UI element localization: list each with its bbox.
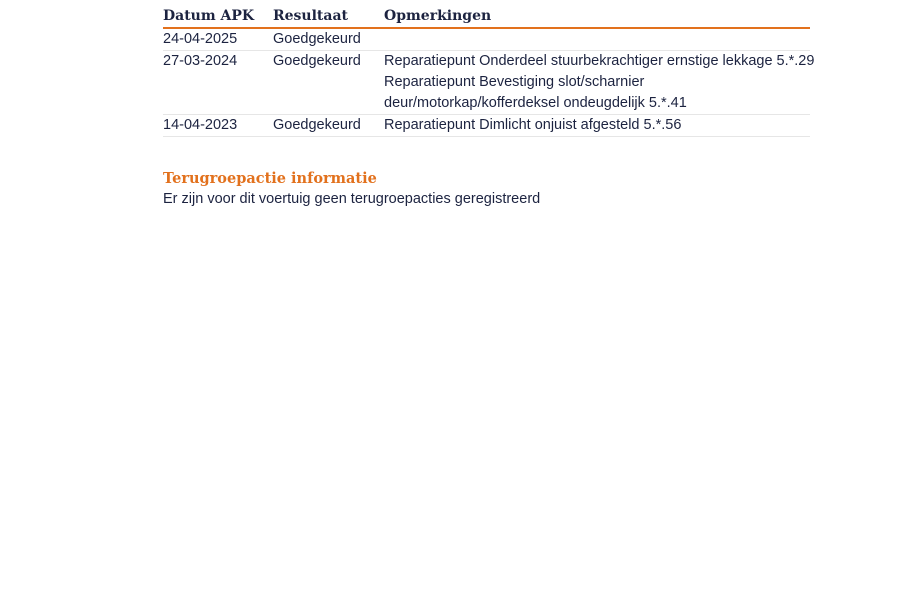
apk-history-table (163, 4, 815, 137)
cell-date: 24-04-2025 (163, 28, 273, 51)
remark-line: Reparatiepunt Dimlicht onjuist afgesteld 5.*.56 (384, 117, 682, 133)
remark-line: deur/motorkap/kofferdeksel ondeugdelijk 5.*.41 (384, 95, 687, 111)
cell-result: Goedgekeurd (273, 115, 384, 137)
recall-section (163, 169, 810, 210)
cell-remarks (384, 115, 810, 137)
cell-remarks (384, 28, 810, 51)
table-header-row (163, 4, 810, 28)
cell-result: Goedgekeurd (273, 28, 384, 51)
cell-remarks (384, 51, 815, 115)
recall-title: Terugroepactie informatie (163, 170, 377, 187)
recall-text: Er zijn voor dit voertuig geen terugroepacties geregistreerd (163, 191, 541, 207)
header-date-apk: Datum APK (163, 4, 273, 28)
table-row (163, 51, 810, 115)
cell-date: 14-04-2023 (163, 115, 273, 137)
remark-line: Reparatiepunt Bevestiging slot/scharnier (384, 74, 645, 90)
clipped-section-heading (163, 0, 403, 1)
cell-date: 27-03-2024 (163, 51, 273, 115)
cell-result: Goedgekeurd (273, 51, 384, 115)
table-row (163, 115, 810, 137)
remark-line: Reparatiepunt Onderdeel stuurbekrachtiger ernstige lekkage 5.*.29 (384, 53, 815, 69)
header-remarks: Opmerkingen (384, 4, 810, 28)
table-row (163, 28, 810, 51)
header-result: Resultaat (273, 4, 384, 28)
